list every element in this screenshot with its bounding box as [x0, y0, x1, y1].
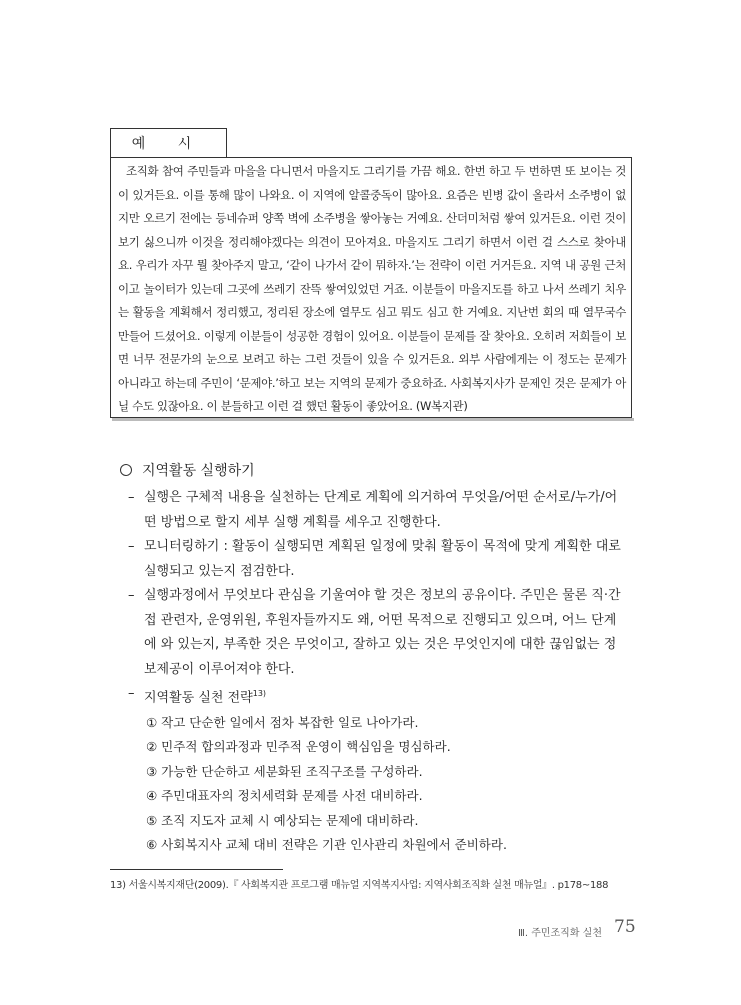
bullet-line: 접 관련자, 운영위원, 후원자들까지도 왜, 어떤 목적으로 진행되고 있으며, 어느 단계 [144, 612, 617, 628]
bullet-line: 모니터링하기 : 활동이 실행되면 계획된 일정에 맞춰 활동이 목적에 맞게 계획한 대로 [144, 539, 621, 554]
dash-bullet: – [128, 686, 135, 701]
strategy-item: ① 작고 단순한 일에서 점차 복잡한 일로 나아가라. [146, 714, 419, 730]
strategy-item: ③ 가능한 단순하고 세분화된 조직구조를 구성하라. [146, 763, 423, 779]
footnote-text: 13) 서울시복지재단(2009).『 사회복지관 프로그램 매뉴얼 지역복지사업: 지역사회조직화 실천 매뉴얼』. p178~188 [110, 880, 609, 891]
strategy-heading [144, 682, 640, 711]
example-label-tab: 예 시 [110, 128, 227, 158]
example-box [110, 157, 632, 418]
strategy-item: ④ 주민대표자의 정치세력화 문제를 사전 대비하라. [146, 788, 423, 804]
strategy-label: 지역활동 실천 전략 [144, 690, 253, 706]
dash-bullet: – [128, 539, 135, 554]
section-content [120, 458, 640, 858]
section-heading [120, 458, 640, 484]
bullet-line: 실행되고 있는지 점검한다. [144, 563, 295, 579]
bullet-item [120, 486, 640, 535]
dash-bullet: – [128, 588, 135, 603]
bullet-line: 실행은 구체적 내용을 실천하는 단계로 계획에 의거하여 무엇을/어떤 순서로/누가/어 [144, 490, 618, 505]
strategy-item: ⑥ 사회복지사 교체 대비 전략은 기관 인사관리 차원에서 준비하라. [146, 837, 507, 853]
bullet-item [120, 535, 640, 584]
strategy-item: ② 민주적 합의과정과 민주적 운영이 핵심임을 명심하라. [146, 739, 451, 755]
bullet-line: 떤 방법으로 할지 세부 실행 계획를 세우고 진행한다. [144, 514, 441, 530]
bullet-line: 실행과정에서 무엇보다 관심을 기울여야 할 것은 정보의 공유이다. 주민은 물론 직·간 [144, 588, 621, 603]
strategy-item: ⑤ 조직 지도자 교체 시 예상되는 문제에 대비하라. [146, 812, 419, 828]
page-number: 75 [614, 917, 636, 937]
section-heading-text: 지역활동 실행하기 [142, 463, 255, 479]
example-text: 조직화 참여 주민들과 마을을 다니면서 마을지도 그리기를 가끔 해요. 한번 하고 두 번하면 또 보이는 것이 있거든요. 이를 통해 많이 나와요. 이 지역에 알콜중독이 많아요. 요즘은 빈병 값이 올라서 소주병이 없지만 오르기 전에는 등네슈퍼 양쪽 벽에 소주병을 쌓아놓는 거예요. 산더미처럼 쌓여 있거든요. 이런 것이 보기 싫으니까 이것을 정리해야겠다는 의견이 모아져요. 마을지도 그리기 하면서 이런 걸 스스로 찾아내요. 우리가 자꾸 뭘 찾아주지 말고, ‘같이 나가서 같이 뭐하자.’는 전략이 이런 거거든요. 지역 내 공원 근처이고 놀이터가 있는데 그곳에 쓰레기 잔뜩 쌓여있었던 거죠. 이분들이 마을지도를 하고 나서 쓰레기 치우는 활동을 계획해서 정리했고, 정리된 장소에 열무도 심고 뭐도 심고 한 거예요. 지난번 회의 때 열무국수 만들어 드셨어요. 이렇게 이분들이 성공한 경험이 있어요. 이분들이 문제를 잘 찾아요. 오히려 저희들이 보면 너무 전문가의 눈으로 보려고 하는 그런 것들이 있을 수 있거든요. 외부 사람에게는 이 정도는 문제가 아니라고 하는데 주민이 ‘문제야.’하고 보는 지역의 문제가 중요하죠. 사회복지사가 문제인 것은 문제가 아닐 수도 있잖아요. 이 분들하고 이런 걸 했던 활동이 좋았어요. (W복지관) [118, 164, 626, 413]
strategy-bullet [120, 682, 640, 711]
circle-bullet-icon [120, 464, 132, 476]
footnote-reference[interactable]: 13) [252, 689, 267, 698]
footer-section-title: Ⅲ. 주민조직화 실천 [517, 928, 602, 939]
bullet-line: 보제공이 이루어져야 한다. [144, 661, 295, 677]
example-box-shadow [112, 418, 634, 421]
bullet-item [120, 584, 640, 682]
bullet-line: 에 와 있는지, 부족한 것은 무엇이고, 잘하고 있는 것은 무엇인지에 대한 끊임없는 정 [144, 637, 617, 652]
dash-bullet: – [128, 490, 135, 505]
footnote-divider [110, 869, 283, 870]
